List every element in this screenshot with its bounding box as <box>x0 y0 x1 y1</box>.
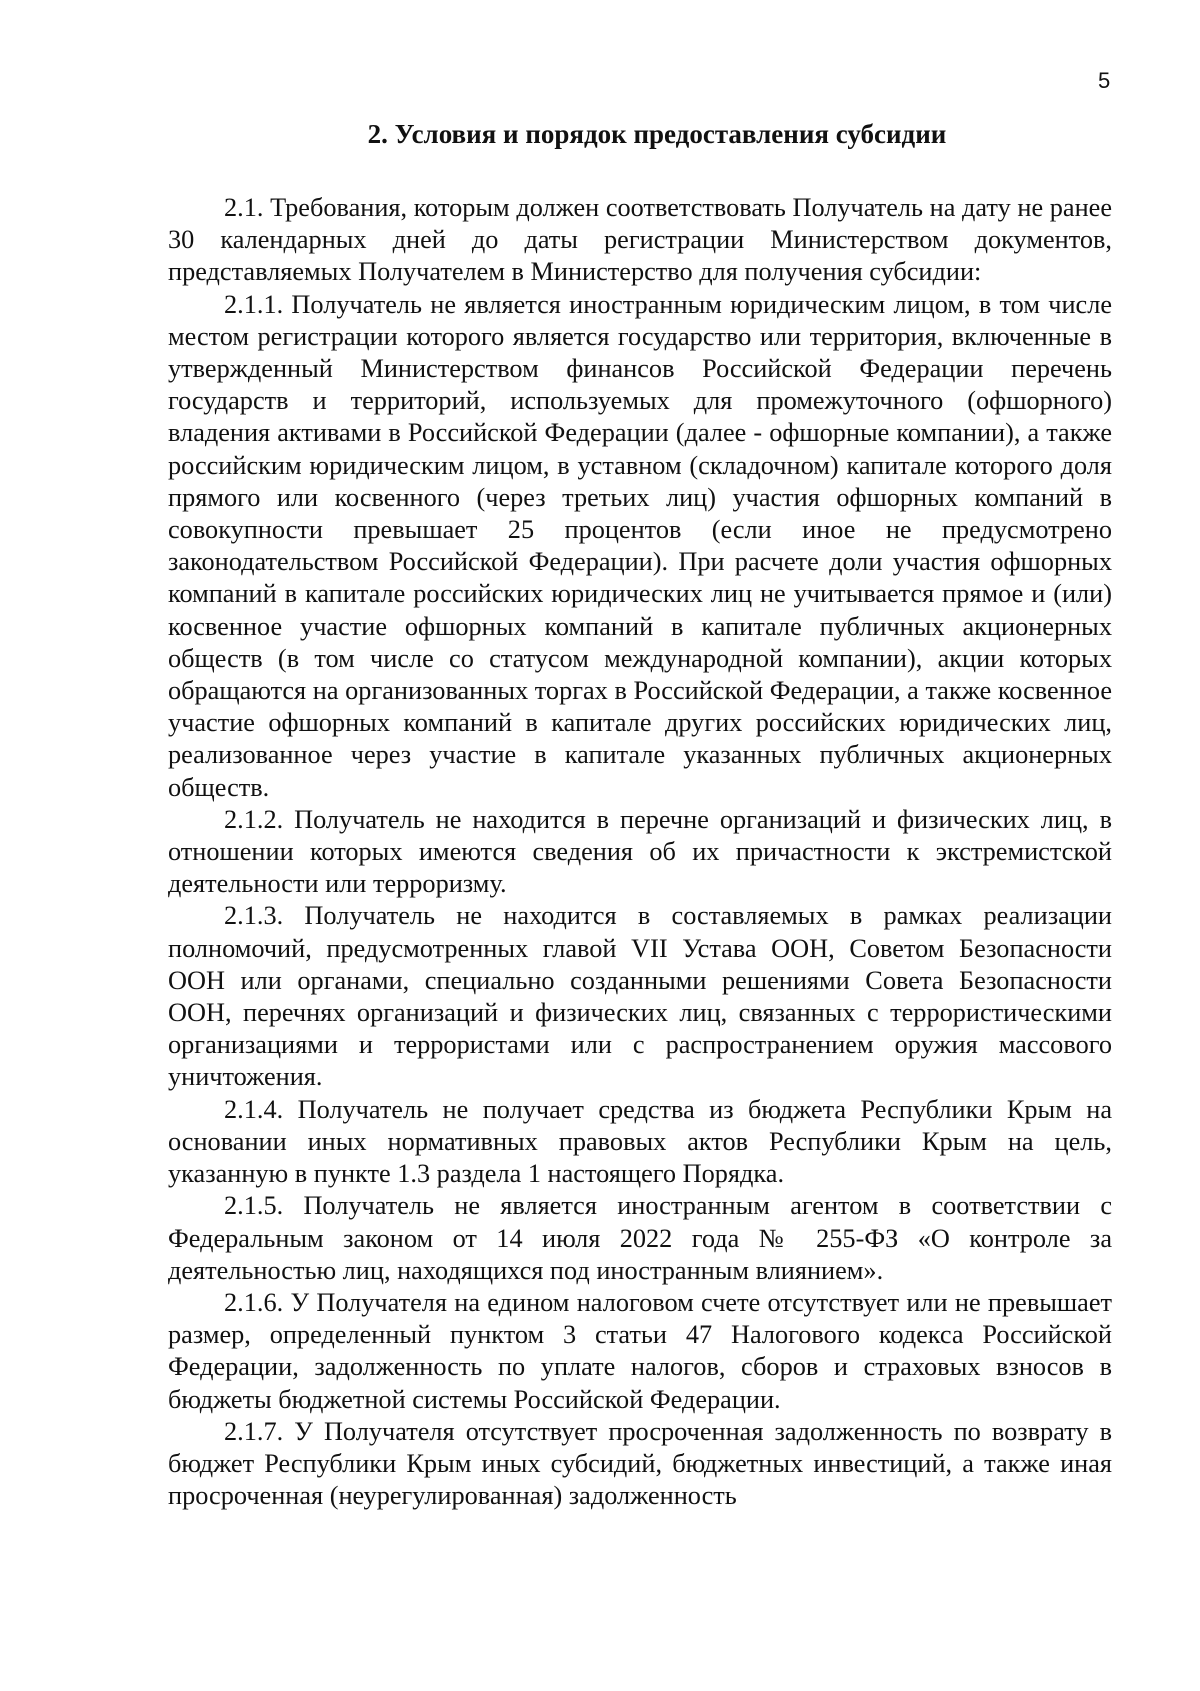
paragraph-2-1-7: 2.1.7. У Получателя отсутствует просроченная задолженность по возврату в бюджет Республики Крым иных субсидий, бюджетных инвестиций, а также иная просроченная (неурегулированная) задолженность <box>168 1416 1112 1511</box>
paragraph-2-1-4: 2.1.4. Получатель не получает средства из бюджета Республики Крым на основании иных нормативных правовых актов Республики Крым на цель, указанную в пункте 1.3 раздела 1 настоящего Порядка. <box>168 1094 1112 1189</box>
page-number: 5 <box>1098 68 1111 93</box>
paragraph-2-1-6: 2.1.6. У Получателя на едином налоговом счете отсутствует или не превышает размер, определенный пунктом 3 статьи 47 Налогового кодекса Российской Федерации, задолженность по уплате налогов, сборов и страховых взносов в бюджеты бюджетной системы Российской Федерации. <box>168 1287 1112 1414</box>
paragraph-2-1: 2.1. Требования, которым должен соответствовать Получатель на дату не ранее 30 календарных дней до даты регистрации Министерством документов, представляемых Получателем в Министерство для получения субсидии: <box>168 193 1112 287</box>
paragraph-2-1-1: 2.1.1. Получатель не является иностранным юридическим лицом, в том числе местом регистрации которого является государство или территория, включенные в утвержденный Министерством финансов Российской Федерации перечень государств и территорий, используемых для промежуточного (офшорного) владения активами в Российской Федерации (далее - офшорные компании), а также российским юридическим лицом, в уставном (складочном) капитале которого доля прямого или косвенного (через третьих лиц) участия офшорных компаний в совокупности превышает 25 процентов (если иное не предусмотрено законодательством Российской Федерации). При расчете доли участия офшорных компаний в капитале российских юридических лиц не учитывается прямое и (или) косвенное участие офшорных компаний в капитале публичных акционерных обществ (в том числе со статусом международной компании), акции которых обращаются на организованных торгах в Российской Федерации, а также косвенное участие офшорных компаний в капитале других российских юридических лиц, реализованное через участие в капитале указанных публичных акционерных обществ. <box>168 289 1112 802</box>
paragraph-2-1-5: 2.1.5. Получатель не является иностранным агентом в соответствии с Федеральным законом от 14 июля 2022 года № 255-ФЗ «О контроле за деятельностью лиц, находящихся под иностранным влиянием». <box>168 1191 1112 1285</box>
paragraph-2-1-3: 2.1.3. Получатель не находится в составляемых в рамках реализации полномочий, предусмотренных главой VII Устава ООН, Советом Безопасности ООН или органами, специально созданными решениями Совета Безопасности ООН, перечнях организаций и физических лиц, связанных с террористическими организациями и террористами или с распространением оружия массового уничтожения. <box>168 901 1112 1092</box>
document-body <box>168 118 1112 1512</box>
paragraph-2-1-2: 2.1.2. Получатель не находится в перечне организаций и физических лиц, в отношении которых имеются сведения об их причастности к экстремистской деятельности или терроризму. <box>168 804 1112 899</box>
section-heading: 2. Условия и порядок предоставления субсидии <box>367 119 947 149</box>
